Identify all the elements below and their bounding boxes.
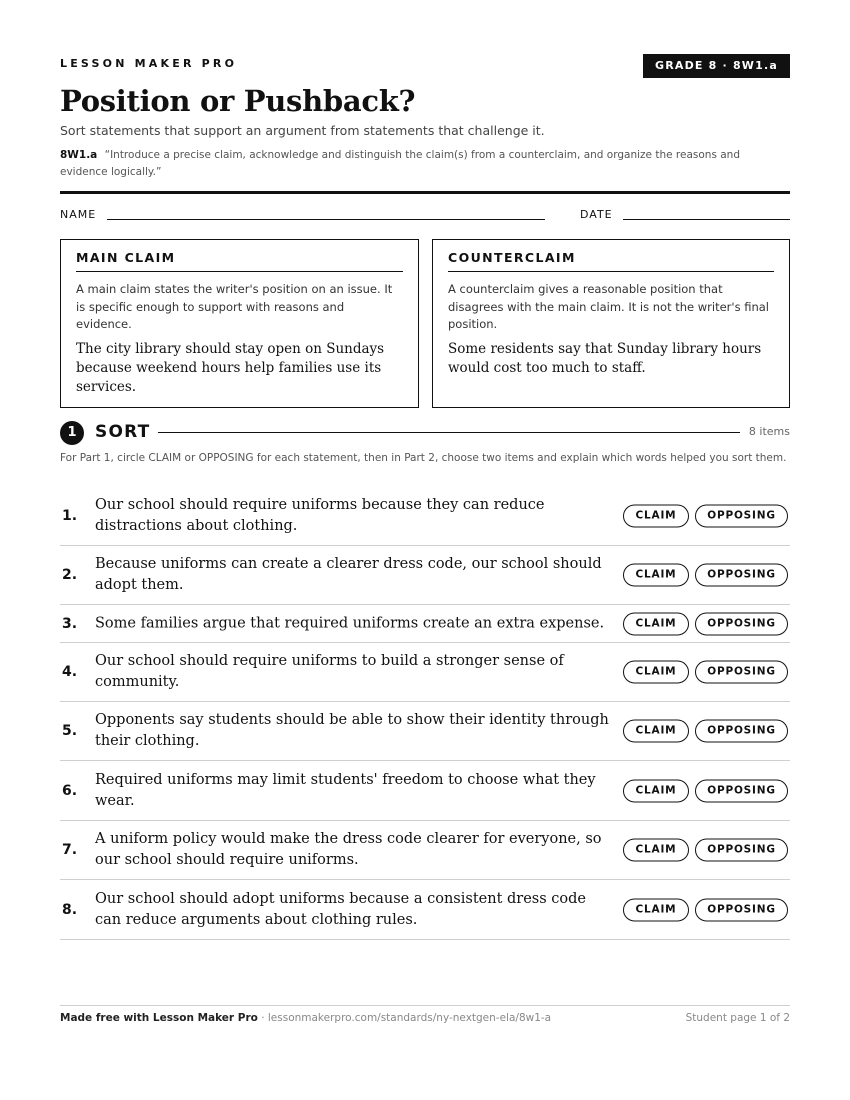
item-number: 7. <box>62 842 78 858</box>
item-statement: Our school should adopt uniforms because a consistent dress code can reduce arguments about clothing rules. <box>95 890 587 928</box>
name-field[interactable] <box>107 219 545 220</box>
opposing-choice[interactable]: OPPOSING <box>695 505 788 528</box>
claim-choice[interactable]: CLAIM <box>623 779 689 802</box>
statement-item <box>60 702 790 761</box>
item-number: 1. <box>62 508 78 524</box>
claim-choice[interactable]: CLAIM <box>623 661 689 684</box>
counterclaim-example: Some residents say that Sunday library hours would cost too much to staff. <box>448 340 762 376</box>
item-statement: A uniform policy would make the dress code clearer for everyone, so our school should require uniforms. <box>95 831 602 868</box>
item-number: 3. <box>62 615 78 632</box>
footer-url[interactable]: · lessonmakerpro.com/standards/ny-nextgen-ela/8w1-a <box>257 1012 552 1024</box>
section-number-badge: 1 <box>60 421 84 445</box>
opposing-choice[interactable]: OPPOSING <box>695 898 788 921</box>
footer-page-number: Student page 1 of 2 <box>685 1012 790 1024</box>
standard-note <box>60 147 790 181</box>
sort-instructions: For Part 1, circle CLAIM or OPPOSING for each statement, then in Part 2, choose two items and explain which words helped you sort them. <box>60 452 787 464</box>
opposing-choice[interactable]: OPPOSING <box>695 720 788 743</box>
counterclaim-title: COUNTERCLAIM <box>448 250 774 272</box>
item-number: 5. <box>62 723 78 739</box>
opposing-choice[interactable]: OPPOSING <box>695 564 788 587</box>
counterclaim-box <box>432 239 790 408</box>
claim-choice[interactable]: CLAIM <box>623 612 689 635</box>
item-statement: Some families argue that required uniforms create an extra expense. <box>95 615 605 631</box>
item-number: 2. <box>62 567 78 583</box>
statement-item <box>60 761 790 821</box>
item-statement: Opponents say students should be able to show their identity through their clothing. <box>95 712 609 749</box>
brand-name: LESSON MAKER PRO <box>60 57 238 70</box>
footer-divider <box>60 1005 790 1006</box>
claim-choice[interactable]: CLAIM <box>623 839 689 862</box>
item-statement: Because uniforms can create a clearer dress code, our school should adopt them. <box>95 556 602 593</box>
opposing-choice[interactable]: OPPOSING <box>695 779 788 802</box>
opposing-choice[interactable]: OPPOSING <box>695 612 788 635</box>
opposing-choice[interactable]: OPPOSING <box>695 661 788 684</box>
item-number: 6. <box>62 782 78 799</box>
statement-list <box>60 487 790 940</box>
statement-item <box>60 643 790 702</box>
page-subtitle: Sort statements that support an argument from statements that challenge it. <box>60 123 545 138</box>
header-divider <box>60 191 790 194</box>
claim-choice[interactable]: CLAIM <box>623 720 689 743</box>
statement-item <box>60 487 790 546</box>
date-label: DATE <box>580 208 613 221</box>
standard-code: 8W1.a <box>60 149 98 161</box>
statement-item <box>60 605 790 643</box>
section-divider <box>158 432 740 433</box>
sort-section-header <box>60 421 790 445</box>
footer-made-with: Made free with Lesson Maker Pro <box>60 1012 258 1024</box>
opposing-choice[interactable]: OPPOSING <box>695 839 788 862</box>
name-date-row <box>60 208 790 222</box>
item-number: 8. <box>62 901 78 918</box>
section-title: SORT <box>95 422 151 442</box>
main-claim-example: The city library should stay open on Sundays because weekend hours help families use its services. <box>76 340 385 395</box>
worksheet-page <box>60 0 790 1100</box>
main-claim-box <box>60 239 419 408</box>
statement-item <box>60 821 790 880</box>
item-number: 4. <box>62 664 78 680</box>
name-label: NAME <box>60 208 97 221</box>
main-claim-description: A main claim states the writer's position on an issue. It is specific enough to support with reasons and evidence. <box>76 282 393 331</box>
item-statement: Our school should require uniforms because they can reduce distractions about clothing. <box>95 497 545 534</box>
standard-text: “Introduce a precise claim, acknowledge and distinguish the claim(s) from a counterclaim, and organize the reasons and evidence logically.” <box>60 149 741 178</box>
claim-choice[interactable]: CLAIM <box>623 505 689 528</box>
grade-badge: GRADE 8 · 8W1.a <box>643 54 790 78</box>
statement-item <box>60 880 790 940</box>
statement-item <box>60 546 790 605</box>
claim-choice[interactable]: CLAIM <box>623 564 689 587</box>
date-field[interactable] <box>623 219 790 220</box>
item-statement: Our school should require uniforms to build a stronger sense of community. <box>95 653 564 690</box>
footer-credit <box>60 1012 551 1024</box>
page-title: Position or Pushback? <box>60 84 416 118</box>
item-statement: Required uniforms may limit students' freedom to choose what they wear. <box>95 771 596 809</box>
main-claim-title: MAIN CLAIM <box>76 250 403 272</box>
counterclaim-description: A counterclaim gives a reasonable position that disagrees with the main claim. It is not the writer's final position. <box>448 282 769 331</box>
claim-choice[interactable]: CLAIM <box>623 898 689 921</box>
item-count: 8 items <box>748 425 790 438</box>
